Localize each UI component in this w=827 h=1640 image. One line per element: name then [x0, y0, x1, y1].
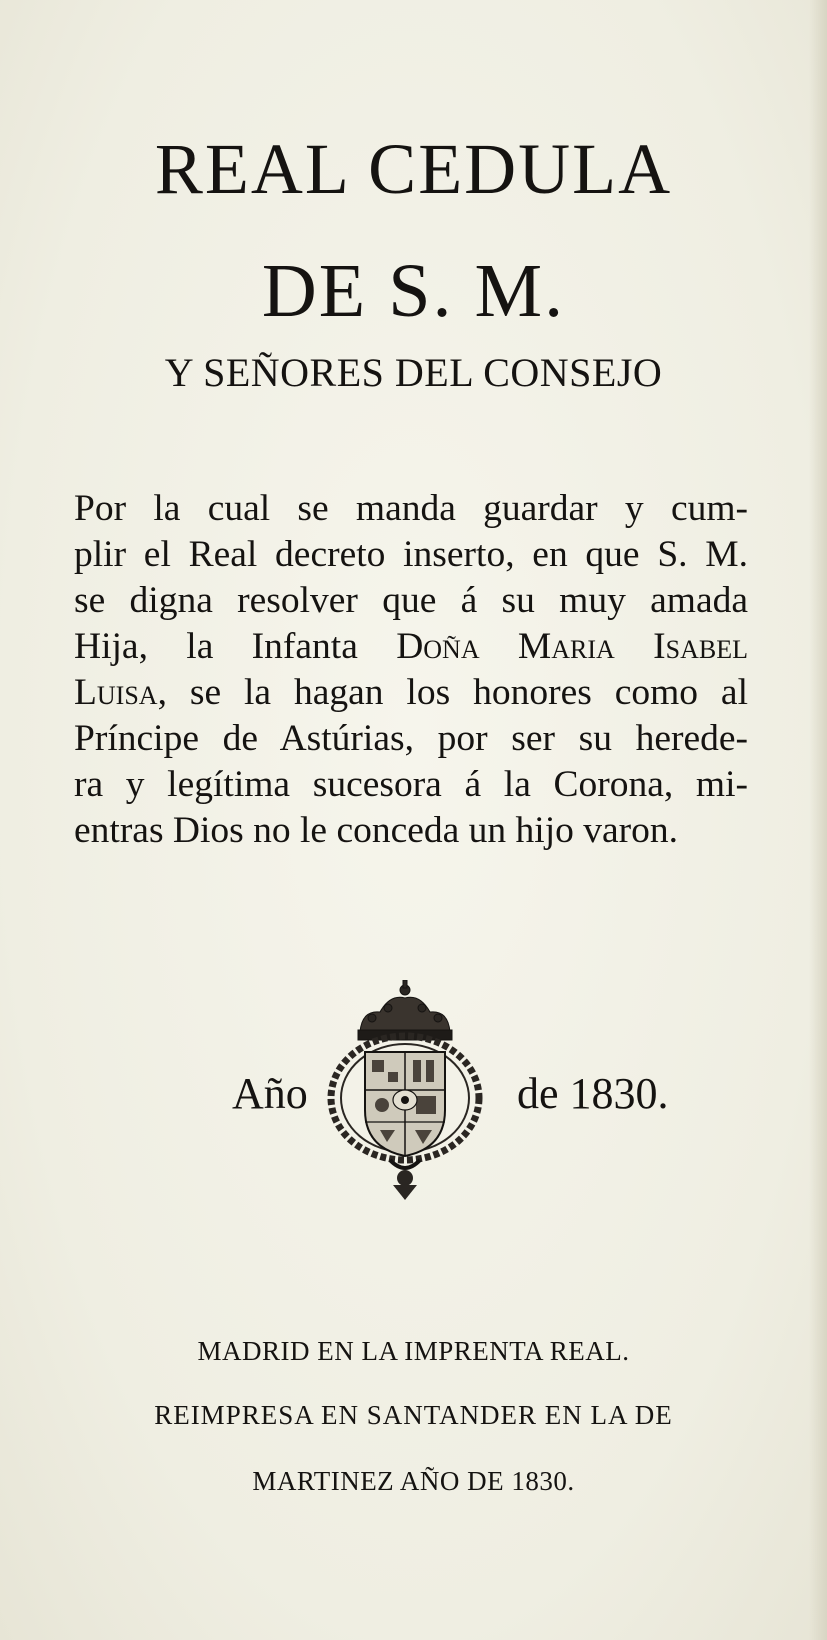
body-line-1: Por la cual se manda guardar y cum- — [74, 488, 748, 529]
imprint-martinez: MARTINEZ AÑO DE 1830. — [252, 1466, 575, 1496]
title-consejo: Y SEÑORES DEL CONSEJO — [164, 350, 663, 395]
date-year: de 1830. — [517, 1069, 669, 1118]
body-line-6: Príncipe de Astúrias, por ser su herede- — [74, 718, 748, 759]
page-edge-shadow — [809, 0, 827, 1640]
imprint-madrid: MADRID EN LA IMPRENTA REAL. — [197, 1336, 630, 1366]
body-line-4 — [74, 624, 748, 670]
body-line-2: plir el Real decreto inserto, en que S. M. — [74, 534, 748, 575]
body-line-3: se digna resolver que á su muy amada — [74, 580, 748, 621]
body-line-5 — [74, 670, 748, 716]
decree-summary — [74, 486, 748, 854]
title-real-cedula: REAL CEDULA — [154, 129, 673, 209]
body-line-5-text: , se la hagan los honores como al — [157, 672, 748, 713]
infanta-name: Doña Maria Isabel — [396, 626, 748, 667]
date-prefix: Año — [232, 1069, 308, 1118]
imprint-santander: REIMPRESA EN SANTANDER EN LA DE — [154, 1400, 673, 1430]
royal-coat-of-arms — [320, 980, 490, 1200]
infanta-name-cont: Luisa — [74, 672, 158, 713]
body-line-8: entras Dios no le conceda un hijo varon. — [74, 810, 678, 851]
body-line-4-text: Hija, la Infanta — [74, 626, 397, 667]
body-line-7: ra y legítima sucesora á la Corona, mi- — [74, 764, 748, 805]
title-de-sm: DE S. M. — [261, 249, 566, 333]
